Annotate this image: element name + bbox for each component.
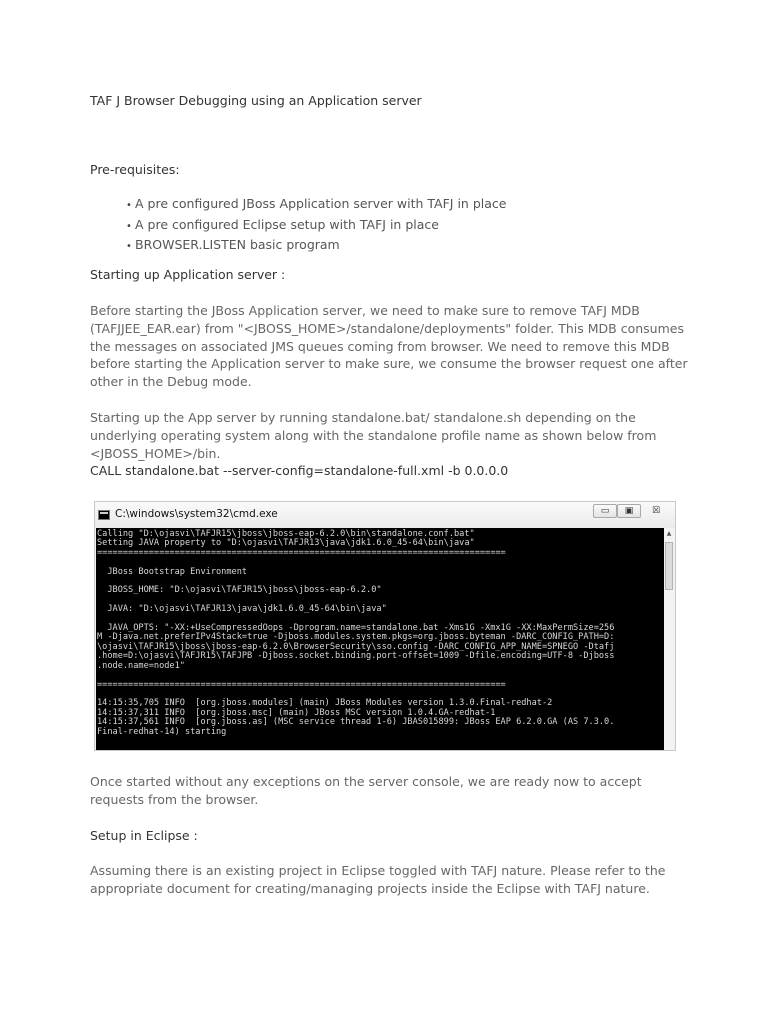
eclipse-paragraph: Assuming there is an existing project in Eclipse toggled with TAFJ nature. Please refer to the appropriate document for creating/managing projects inside the Eclipse with TAFJ nature.	[90, 863, 666, 896]
console-line: Calling "D:\ojasvi\TAFJR15\jboss\jboss-eap-6.2.0\bin\standalone.conf.bat"	[97, 529, 475, 539]
startup-paragraph-2: Starting up the App server by running standalone.bat/ standalone.sh depending on the underlying operating system along with the standalone profile name as shown below from <JBOSS_HOME>/bin.	[90, 410, 657, 461]
startup-command: CALL standalone.bat --server-config=standalone-full.xml -b 0.0.0.0	[90, 463, 509, 478]
bullet-icon: •	[126, 200, 132, 211]
console-titlebar	[95, 502, 675, 528]
maximize-icon: ▣	[617, 504, 641, 518]
console-line: 14:15:35,705 INFO [org.jboss.modules] (main) JBoss Modules version 1.3.0.Final-redhat-2	[97, 698, 553, 709]
startup-paragraph-1: Before starting the JBoss Application server, we need to make sure to remove TAFJ MDB (TAFJJEE_EAR.ear) from "<JBOSS_HOME>/standalone/deployments" folder. This MDB consumes the messages on associated JMS queues coming from browser. We need to remove this MDB before starting the Application server to make sure, we consume the browser request one after other in the Debug mode.	[90, 303, 688, 390]
console-screenshot	[94, 501, 676, 751]
list-item-text: BROWSER.LISTEN basic program	[135, 237, 340, 252]
prerequisites-list	[126, 195, 506, 257]
console-scrollbar	[664, 528, 674, 750]
after-start-paragraph: Once started without any exceptions on the server console, we are ready now to accept requests from the browser.	[90, 774, 642, 807]
console-line: JAVA: "D:\ojasvi\TAFJR13\java\jdk1.6.0_45-64\bin\java"	[97, 604, 387, 615]
page-title: TAF J Browser Debugging using an Application server	[90, 93, 422, 108]
console-line: .node.name=node1"	[97, 660, 185, 671]
console-line: ===============================================================================	[97, 547, 506, 558]
console-line: JBOSS_HOME: "D:\ojasvi\TAFJR15\jboss\jboss-eap-6.2.0"	[97, 585, 382, 596]
bullet-icon: •	[126, 241, 132, 252]
console-window-title: C:\windows\system32\cmd.exe	[115, 508, 278, 520]
cmd-icon	[98, 510, 110, 520]
list-item-text: A pre configured JBoss Application server with TAFJ in place	[135, 196, 507, 211]
console-line: JBoss Bootstrap Environment	[97, 566, 248, 577]
console-line: Final-redhat-14) starting	[97, 726, 227, 737]
console-line: JAVA_OPTS: "-XX:+UseCompressedOops -Dprogram.name=standalone.bat -Xms1G -Xmx1G -XX:MaxPermSize=256	[97, 623, 615, 634]
console-line: ===============================================================================	[97, 679, 506, 690]
close-icon: ☒	[651, 506, 661, 516]
console-text	[96, 528, 664, 737]
list-item	[126, 195, 506, 216]
eclipse-heading: Setup in Eclipse :	[90, 828, 198, 843]
scroll-thumb	[665, 542, 673, 590]
list-item	[126, 236, 506, 257]
scroll-up-icon: ▲	[666, 530, 672, 537]
list-item	[126, 216, 506, 237]
prerequisites-heading: Pre-requisites:	[90, 162, 180, 177]
bullet-icon: •	[126, 220, 132, 232]
console-line: Setting JAVA property to "D:\ojasvi\TAFJR13\java\jdk1.6.0_45-64\bin\java"	[97, 538, 475, 549]
minimize-icon: ▭	[593, 504, 617, 518]
console-line: 14:15:37,311 INFO [org.jboss.msc] (main) JBoss MSC version 1.0.4.GA-redhat-1	[97, 707, 496, 718]
console-line: 14:15:37,561 INFO [org.jboss.as] (MSC service thread 1-6) JBAS015899: JBoss EAP 6.2.0.GA (AS 7.3.0.	[97, 717, 615, 728]
console-output	[96, 528, 664, 750]
console-line: M -Djava.net.preferIPv4Stack=true -Djboss.modules.system.pkgs=org.jboss.byteman -DARC_CONFIG_PATH=D:	[97, 632, 615, 643]
console-line: \ojasvi\TAFJR15\jboss\jboss-eap-6.2.0\BrowserSecurity\sso.config -DARC_CONFIG_APP_NAME=SPNEGO -Dtafj	[97, 641, 615, 652]
console-line: .home=D:\ojasvi\TAFJR15\TAFJPB -Djboss.socket.binding.port-offset=1009 -Dfile.encoding=UTF-8 -Djboss	[97, 651, 615, 662]
startup-heading: Starting up Application server :	[90, 267, 286, 282]
list-item-text: A pre configured Eclipse setup with TAFJ in place	[135, 216, 439, 232]
